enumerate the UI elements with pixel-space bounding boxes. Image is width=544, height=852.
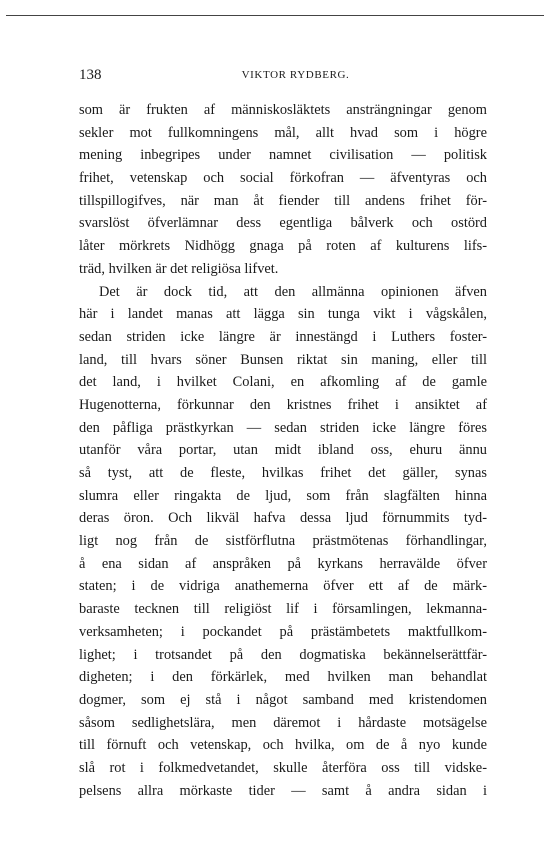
text-line: låter mörkrets Nidhögg gnaga på roten af kulturens lifs- (79, 238, 487, 255)
text-line: lighet; i trotsandet på den dogmatiska bekännelserättfär- (79, 646, 487, 663)
text-line: ligt nog från de sistförflutna prästmötenas förhandlingar, (79, 533, 487, 550)
text-line: det land, i hvilket Colani, en afkomling af de gamle (79, 374, 487, 391)
text-line: slå rot i folkmedvetandet, skulle återföra oss till vidske- (79, 759, 487, 776)
text-line: frihet, vetenskap och social förkofran — äfventyras och (79, 170, 487, 187)
text-line: deras öron. Och likväl hafva dessa ljud förnummits tyd- (79, 510, 487, 527)
text-line: mening inbegripes under namnet civilisation — politisk (79, 147, 487, 164)
text-line: å ena sidan af anspråken på kyrkans herravälde öfver (79, 555, 487, 572)
text-line-paragraph-start: Det är dock tid, att den allmänna opinionen äfven (99, 283, 487, 300)
text-line: som är frukten af människosläktets ansträngningar genom (79, 102, 487, 118)
text-line: slumra eller ringakta de ljud, som från slagfälten hinna (79, 487, 487, 504)
text-line-paragraph-end: träd, hvilken är det religiösa lifvet. (79, 260, 279, 277)
top-rule (6, 15, 544, 16)
text-line: utanför våra portar, utan midt ibland oss, ehuru ännu (79, 442, 487, 459)
page-number: 138 (79, 67, 102, 83)
running-title: VIKTOR RYDBERG. (241, 69, 350, 81)
body-text (79, 99, 487, 802)
text-line: svarslöst öfverlämnar dess egentliga bålverk och ostörd (79, 215, 487, 232)
text-line: här i landet manas att lägga sin tunga vikt i vågskålen, (79, 306, 487, 323)
text-line: pelsens allra mörkaste tider — samt å andra sidan i (79, 782, 487, 799)
text-line: dogmer, som ej stå i något samband med kristendomen (79, 691, 487, 708)
text-line: sekler mot fullkomningens mål, allt hvad som i högre (79, 124, 487, 141)
text-line: land, till hvars söner Bunsen riktat sin maning, eller till (79, 351, 487, 368)
text-line: baraste tecknen till religiöst lif i församlingen, lekmanna- (79, 601, 487, 618)
text-line: staten; i de vidriga anathemerna öfver ett af de märk- (79, 578, 487, 595)
text-line: tillspillogifves, när man åt fiender till andens frihet för- (79, 192, 487, 209)
text-line: verksamheten; i pockandet på prästämbetets maktfullkom- (79, 623, 487, 640)
page-header (79, 67, 486, 87)
text-line: så tyst, att de fleste, hvilkas frihet det gäller, synas (79, 465, 487, 481)
text-line: digheten; i den förkärlek, med hvilken man behandlat (79, 669, 487, 686)
text-line: den påfliga prästkyrkan — sedan striden icke längre föres (79, 419, 487, 436)
text-line: sedan striden icke längre är innestängd i Luthers foster- (79, 328, 487, 345)
text-line: Hugenotterna, förkunnar den kristnes frihet i ansiktet af (79, 396, 487, 413)
text-line: till förnuft och vetenskap, och hvilka, om de å nyo kunde (79, 737, 487, 754)
text-line: såsom sedlighetslära, men däremot i hårdaste motsägelse (79, 714, 487, 731)
